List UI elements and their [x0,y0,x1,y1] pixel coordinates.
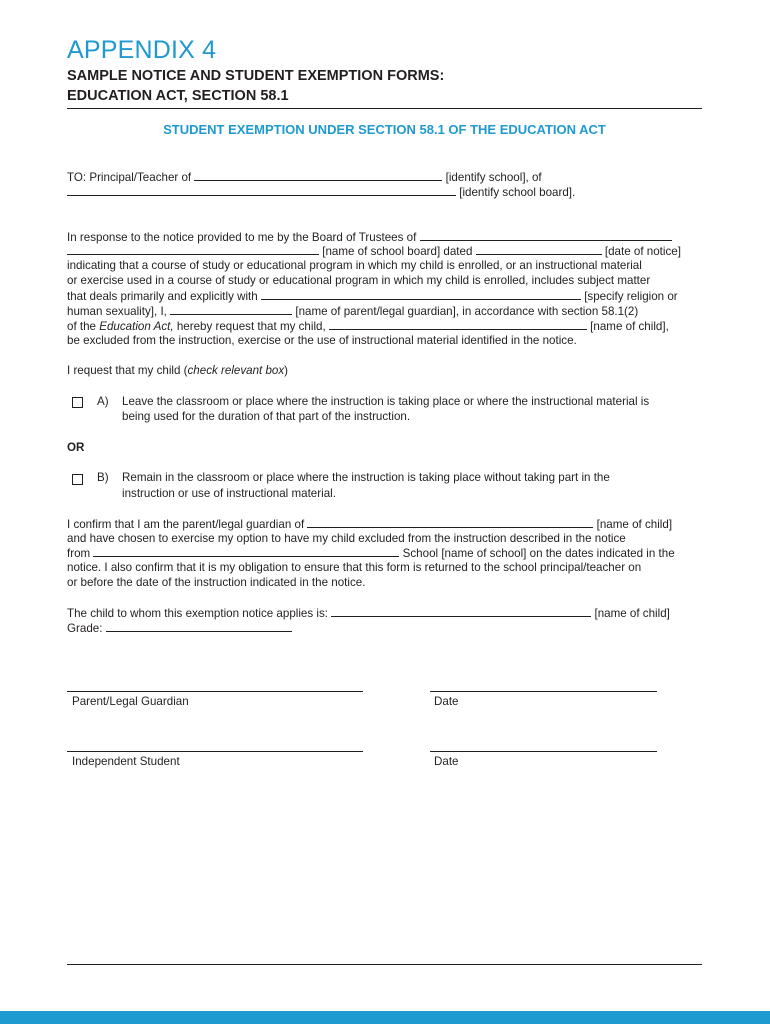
response-line-5 [67,288,678,304]
school-board-blank[interactable] [67,184,456,196]
student-signature-line[interactable] [67,751,363,752]
option-b-line-2: instruction or use of instructional material. [122,487,336,500]
confirm-school-hint: School [name of school] on the dates indicated in the [402,547,675,560]
footer-divider [67,964,702,965]
applies-child-blank[interactable] [331,605,591,617]
notice-date-hint: [date of notice] [604,245,681,258]
request-intro-close: ) [284,364,289,377]
request-intro-text: I request that my child ( [67,364,188,377]
response-text-7a: of the [67,320,97,333]
religion-blank[interactable] [261,288,581,300]
child-name-hint: [name of child], [590,320,669,333]
confirm-text-3a: from [67,547,91,560]
response-line-3: indicating that a course of study or educational program in which my child is enrolled, or an instructional material [67,259,642,272]
parent-date-label: Date [434,695,459,708]
or-separator: OR [67,441,85,454]
board-line [67,184,575,200]
request-intro [67,363,288,378]
notice-date-blank[interactable] [476,243,602,255]
option-b-letter: B) [97,471,109,484]
student-signature-label: Independent Student [72,755,180,768]
form-title-line1: SAMPLE NOTICE AND STUDENT EXEMPTION FORMS: [67,68,445,84]
footer-accent-bar [0,1011,770,1024]
grade-line [67,620,292,636]
option-b-line-1: Remain in the classroom or place where the instruction is taking place without taking part in the [122,471,610,484]
option-a-letter: A) [97,395,109,408]
grade-label: Grade: [67,622,103,635]
religion-hint: [specify religion or [584,290,678,303]
confirm-line-2: and have chosen to exercise my option to have my child excluded from the instruction described in the notice [67,532,626,545]
to-line [67,169,542,185]
child-name-blank[interactable] [329,318,587,330]
school-board-hint: [name of school board] dated [322,245,473,258]
student-date-label: Date [434,755,459,768]
response-text-1: In response to the notice provided to me by the Board of Trustees of [67,231,417,244]
confirm-child-blank[interactable] [307,516,593,528]
option-a-line-1: Leave the classroom or place where the instruction is taking place or where the instructional material is [122,395,650,408]
student-date-line[interactable] [430,751,657,752]
confirm-text-1a: I confirm that I am the parent/legal guardian of [67,518,305,531]
form-title-line2: EDUCATION ACT, SECTION 58.1 [67,88,289,104]
form-subtitle: STUDENT EXEMPTION UNDER SECTION 58.1 OF THE EDUCATION ACT [163,122,606,137]
confirm-line-3 [67,545,675,561]
board-of-trustees-blank[interactable] [420,229,672,241]
response-line-6 [67,303,638,319]
parent-date-line[interactable] [430,691,657,692]
school-hint: [identify school], of [445,171,542,184]
appendix-heading: APPENDIX 4 [67,36,217,64]
response-line-7 [67,318,669,334]
child-applies-label: The child to whom this exemption notice applies is: [67,607,328,620]
grade-blank[interactable] [106,620,292,632]
response-text-6a: human sexuality], I, [67,305,167,318]
school-blank[interactable] [194,169,442,181]
applies-child-hint: [name of child] [594,607,670,620]
parent-signature-label: Parent/Legal Guardian [72,695,189,708]
parent-name-hint: [name of parent/legal guardian], in accordance with section 58.1(2) [295,305,639,318]
response-text-7b: hereby request that my child, [176,320,326,333]
response-line-8: be excluded from the instruction, exercise or the use of instructional material identified in the notice. [67,334,577,347]
request-intro-italic: check relevant box [187,364,285,377]
school-board-name-blank[interactable] [67,243,319,255]
parent-name-blank[interactable] [170,303,292,315]
response-line-4: or exercise used in a course of study or educational program in which my child is enrolled, includes subject matter [67,274,651,287]
header-divider [67,108,702,109]
education-act-ref: Education Act, [99,320,174,333]
parent-signature-line[interactable] [67,691,363,692]
response-line-2 [67,243,681,259]
confirm-line-1 [67,516,672,532]
to-label: TO: Principal/Teacher of [67,171,192,184]
response-text-5a: that deals primarily and explicitly with [67,290,258,303]
confirm-line-5: or before the date of the instruction indicated in the notice. [67,576,366,589]
option-a-line-2: being used for the duration of that part of the instruction. [122,410,411,423]
option-a-checkbox[interactable] [72,395,83,413]
confirm-line-4: notice. I also confirm that it is my obligation to ensure that this form is returned to the school principal/teacher on [67,561,642,574]
board-hint: [identify school board]. [459,186,576,199]
confirm-school-blank[interactable] [93,545,399,557]
child-applies-line [67,605,670,621]
confirm-child-hint: [name of child] [596,518,673,531]
option-b-checkbox[interactable] [72,472,83,490]
